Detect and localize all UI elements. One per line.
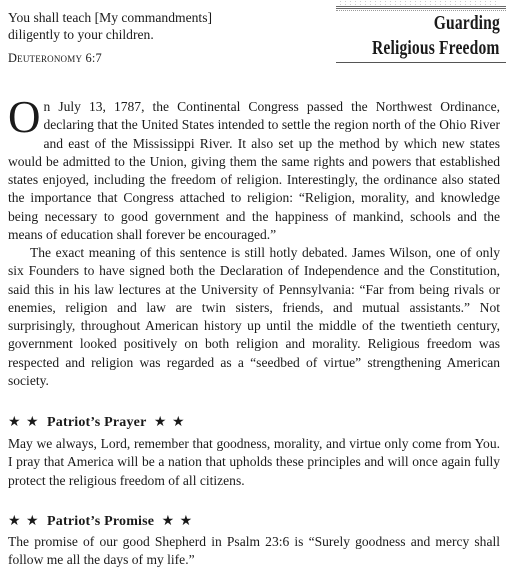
prayer-text: May we always, Lord, remember that goodness, morality, and virtue only come from You. I pray that America will be a nation that upholds these principles and will once again fully protect the religious freedom of all citizens. <box>8 436 500 488</box>
star-icon-left: ★ ★ <box>8 415 40 430</box>
body-paragraph-1 <box>8 92 500 244</box>
body-text <box>8 92 500 390</box>
paragraph-1-text: n July 13, 1787, the Continental Congress passed the Northwest Ordinance, declaring that the United States intended to settle the region north of the Ohio River and east of the Mississippi River. It also set up the method by which new states would be admitted to the Union, giving them the same rights and powers that established states enjoyed, including the freedom of religion. Interestingly, the ordinance also stated the importance that Congress attached to religion: “Religion, morality, and knowledge being necessary to good government and the happiness of mankind, schools and the means of education shall forever be encouraged.” <box>8 99 500 242</box>
promise-heading-text: Patriot’s Promise <box>47 514 155 529</box>
title-top-rule-dotted <box>336 10 506 11</box>
drop-cap: O <box>8 92 41 142</box>
promise-heading <box>8 513 193 530</box>
star-icon-right: ★ ★ <box>153 415 186 430</box>
epigraph-verse <box>8 9 308 67</box>
chapter-title-line-1: Guarding <box>433 12 500 34</box>
star-icon-left: ★ ★ <box>8 514 40 529</box>
chapter-title-line-2: Religious Freedom <box>372 37 500 59</box>
body-paragraph-2: The exact meaning of this sentence is still hotly debated. James Wilson, one of only six Founders to have signed both the Declaration of Independence and the Constitution, said this in his law lectures at the University of Pennsylvania: “Far from being rivals or enemies, religion and law are twin sisters, friends, and mutual assistants.” Not surprisingly, throughout American history up until the middle of the twentieth century, government looked positively on both religion and morality. Religious freedom was respected and religion was regarded as a “seedbed of virtue” strengthening American society. <box>8 245 500 388</box>
prayer-heading <box>8 414 186 431</box>
verse-line-2: diligently to your children. <box>8 27 154 42</box>
prayer-heading-text: Patriot’s Prayer <box>47 415 147 430</box>
promise-text: The promise of our good Shepherd in Psalm 23:6 is “Surely goodness and mercy shall follow me all the days of my life.” <box>8 534 500 568</box>
verse-reference <box>8 50 308 67</box>
title-top-rule <box>336 6 506 9</box>
verse-line-1: You shall teach [My commandments] <box>8 10 213 25</box>
star-icon-right: ★ ★ <box>161 514 194 529</box>
verse-reference-number: 6:7 <box>85 51 102 65</box>
chapter-title-box <box>336 0 506 64</box>
title-bottom-rule <box>336 62 506 63</box>
verse-reference-book: Deuteronomy <box>8 51 83 65</box>
